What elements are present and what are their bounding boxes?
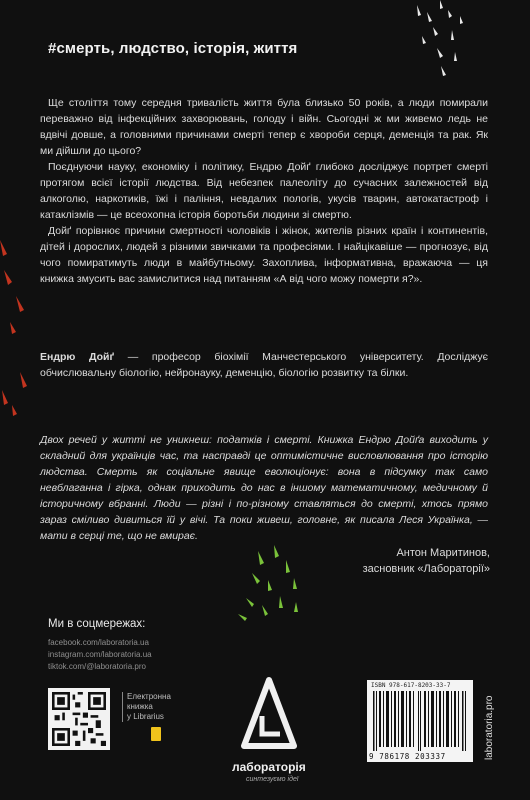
book-description xyxy=(40,95,488,287)
endorsement-quote: Двох речей у житті не уникнеш: податків і смерті. Книжка Ендрю Дойґа виходить у складний для українців час, та насправді це оптимістичне висловлювання про історію людства. Смерть як соціальне явище еволюціонує: вона в підсумку так само невблаганна і гірка, однак приходить до нас в іншому математичному, медичному й історичному вбранні. Люди — різні і по-різному ставляться до смерті, хтось прямо зараз сміливо дивиться їй у вічі. Та поки живеш, головне, як писала Леся Українка, — мати в серці те, що не вмирає. xyxy=(40,434,488,542)
ebook-line: Електронна xyxy=(127,692,171,701)
endorsement-signature xyxy=(363,545,490,577)
qr-code[interactable] xyxy=(48,688,110,750)
hashtags: #смерть, людство, історія, життя xyxy=(48,40,298,57)
ebook-line: у Librarius xyxy=(127,712,164,721)
social-links xyxy=(48,637,152,673)
author-bio-text: — професор біохімії Манчестерського університету. Досліджує обчислювальну біологію, нейронауку, деменцію, біологію розвитку та білки. xyxy=(40,351,488,379)
social-link-tiktok[interactable]: tiktok.com/@laboratoria.pro xyxy=(48,662,146,671)
barcode-icon xyxy=(373,691,467,751)
qr-code-icon xyxy=(52,692,106,746)
red-spark-cluster xyxy=(0,240,27,416)
description-paragraph: Ще століття тому середня тривалість життя була близько 50 років, а люди помирали переважно від інфекційних захворювань, голоду і війн. Сьогодні ж ми живемо ледь не вдвічі довше, а головними причинами смерті тепер є хвороби серця, деменція та рак. Як ми дійшли до цього? xyxy=(40,97,488,157)
green-spark-cluster xyxy=(238,545,298,621)
social-link-facebook[interactable]: facebook.com/laboratoria.ua xyxy=(48,638,149,647)
endorser-role: засновник «Лабораторії» xyxy=(362,563,490,575)
publisher-tagline: синтезуємо ідеї xyxy=(246,776,299,783)
author-name: Ендрю Дойґ xyxy=(40,351,115,363)
endorser-name: Антон Маритинов, xyxy=(396,547,490,559)
barcode xyxy=(367,680,473,762)
website[interactable]: laboratoria.pro xyxy=(484,695,495,760)
isbn: ISBN 978-617-8203-33-7 xyxy=(371,682,451,689)
description-paragraph: Поєднуючи науку, економіку і політику, Ендрю Дойґ глибоко досліджує портрет смерті протягом всієї історії людства. Від небезпек палеоліту до сучасних залежностей від алкоголю, наркотиків, їжі і паління, невдалих пологів, укусів тварин, автокатастроф і катаклізмів — це всеохопна історія боротьби людини зі смертю. xyxy=(40,161,488,221)
ebook-line: книжка xyxy=(127,702,153,711)
author-bio xyxy=(40,349,488,381)
description-paragraph: Дойґ порівнює причини смертності чоловіків і жінок, жителів різних країн і континентів, дітей і дорослих, людей з різними звичками та професіями. І найцікавіше — прогнозує, від чого помиратимуть люди в майбутньому. Захоплива, інформативна, вражаюча — ця книжка змусить вас замислитися над питанням «А від чого можу померти я?». xyxy=(40,225,488,285)
social-title: Ми в соцмережах: xyxy=(48,618,146,630)
publisher-name: лабораторія xyxy=(232,760,306,774)
librarius-badge-icon xyxy=(151,727,161,741)
ebook-note xyxy=(122,692,171,722)
white-spark-cluster xyxy=(417,0,463,76)
publisher-logo-icon xyxy=(236,676,302,756)
barcode-number: 9 786178 203337 xyxy=(369,752,446,761)
social-link-instagram[interactable]: instagram.com/laboratoria.ua xyxy=(48,650,152,659)
